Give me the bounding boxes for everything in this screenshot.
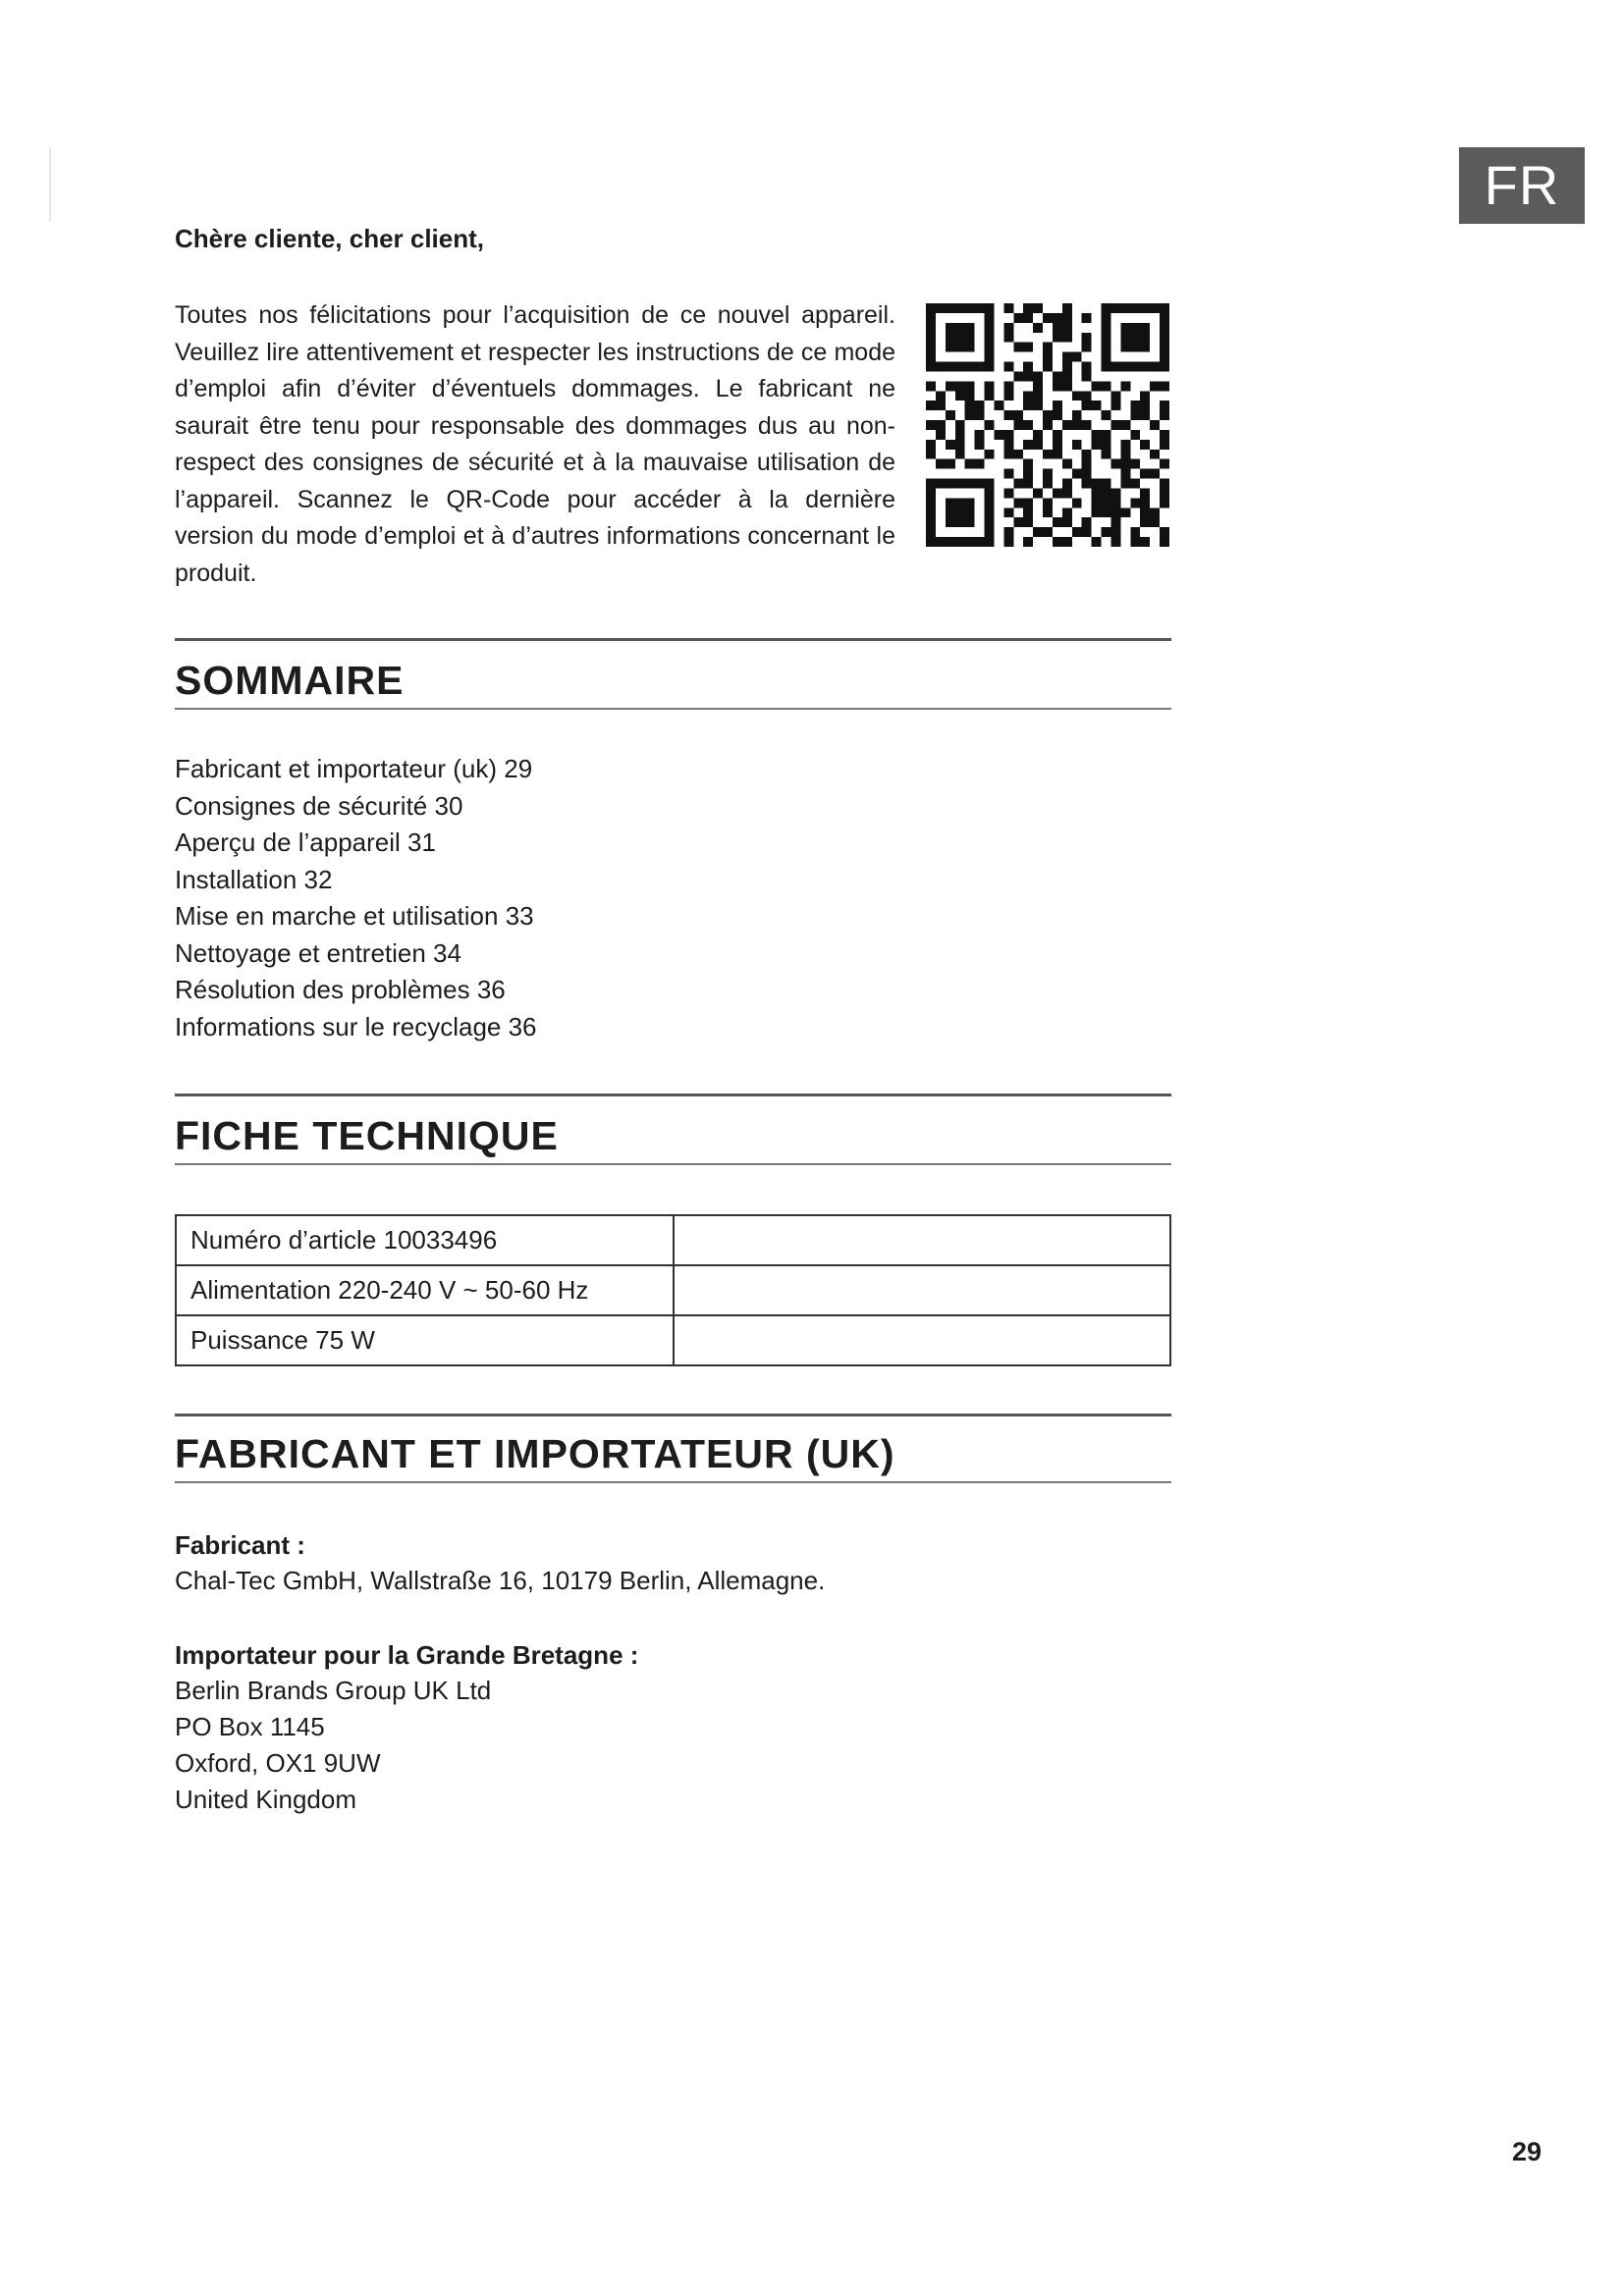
importer-line: United Kingdom (175, 1785, 356, 1814)
importer-line: Oxford, OX1 9UW (175, 1748, 381, 1778)
manufacturer-title: FABRICANT ET IMPORTATEUR (UK) (175, 1431, 895, 1476)
toc-item[interactable]: Fabricant et importateur (uk) 29 (175, 754, 533, 783)
manufacturer-label: Fabricant : (175, 1530, 305, 1560)
toc-item[interactable]: Mise en marche et utilisation 33 (175, 901, 534, 931)
section-rule (175, 1163, 1171, 1165)
section-rule (175, 1481, 1171, 1483)
page-number: 29 (1512, 2137, 1543, 2166)
section-rule (175, 708, 1171, 710)
language-tab: FR (1459, 147, 1585, 224)
manufacturer-address: Chal-Tec GmbH, Wallstraße 16, 10179 Berlin, Allemagne. (175, 1566, 826, 1595)
tech-sheet-title: FICHE TECHNIQUE (175, 1113, 559, 1158)
importer-line: PO Box 1145 (175, 1712, 325, 1741)
intro-paragraph: Toutes nos félicitations pour l’acquisition de ce nouvel appareil. Veuillez lire attentivement et respecter les instructions de ce mode d’emploi afin d’éviter d’éventuels dommages. Le fabricant ne saurait être tenu pour responsable des dommages dus au non-respect des consignes de sécurité et à la mauvaise utilisation de l’appareil. Scannez le QR-Code pour accéder à la dernière version du mode d’emploi et à d’autres informations concernant le produit. (175, 301, 895, 587)
table-of-contents (175, 751, 537, 1045)
spec-cell (674, 1265, 1171, 1315)
table-row (176, 1215, 1170, 1265)
spec-cell: Puissance 75 W (176, 1315, 674, 1365)
toc-item[interactable]: Aperçu de l’appareil 31 (175, 828, 436, 857)
spec-cell (674, 1315, 1171, 1365)
toc-item[interactable]: Informations sur le recyclage 36 (175, 1011, 537, 1041)
margin-mark (49, 147, 51, 222)
toc-item[interactable]: Installation 32 (175, 864, 333, 894)
table-row (176, 1265, 1170, 1315)
qr-code-icon[interactable] (926, 303, 1169, 547)
spec-cell (674, 1215, 1171, 1265)
importer-label: Importateur pour la Grande Bretagne : (175, 1640, 639, 1670)
section-rule (175, 1094, 1171, 1096)
toc-item[interactable]: Résolution des problèmes 36 (175, 975, 506, 1004)
spec-cell: Numéro d’article 10033496 (176, 1215, 674, 1265)
spec-cell: Alimentation 220-240 V ~ 50-60 Hz (176, 1265, 674, 1315)
greeting: Chère cliente, cher client, (175, 224, 485, 253)
spec-table (175, 1214, 1171, 1366)
summary-title: SOMMAIRE (175, 658, 405, 703)
importer-line: Berlin Brands Group UK Ltd (175, 1676, 492, 1705)
section-rule (175, 638, 1171, 641)
section-rule (175, 1414, 1171, 1416)
toc-item[interactable]: Consignes de sécurité 30 (175, 790, 463, 821)
table-row (176, 1315, 1170, 1365)
toc-item[interactable]: Nettoyage et entretien 34 (175, 937, 461, 968)
